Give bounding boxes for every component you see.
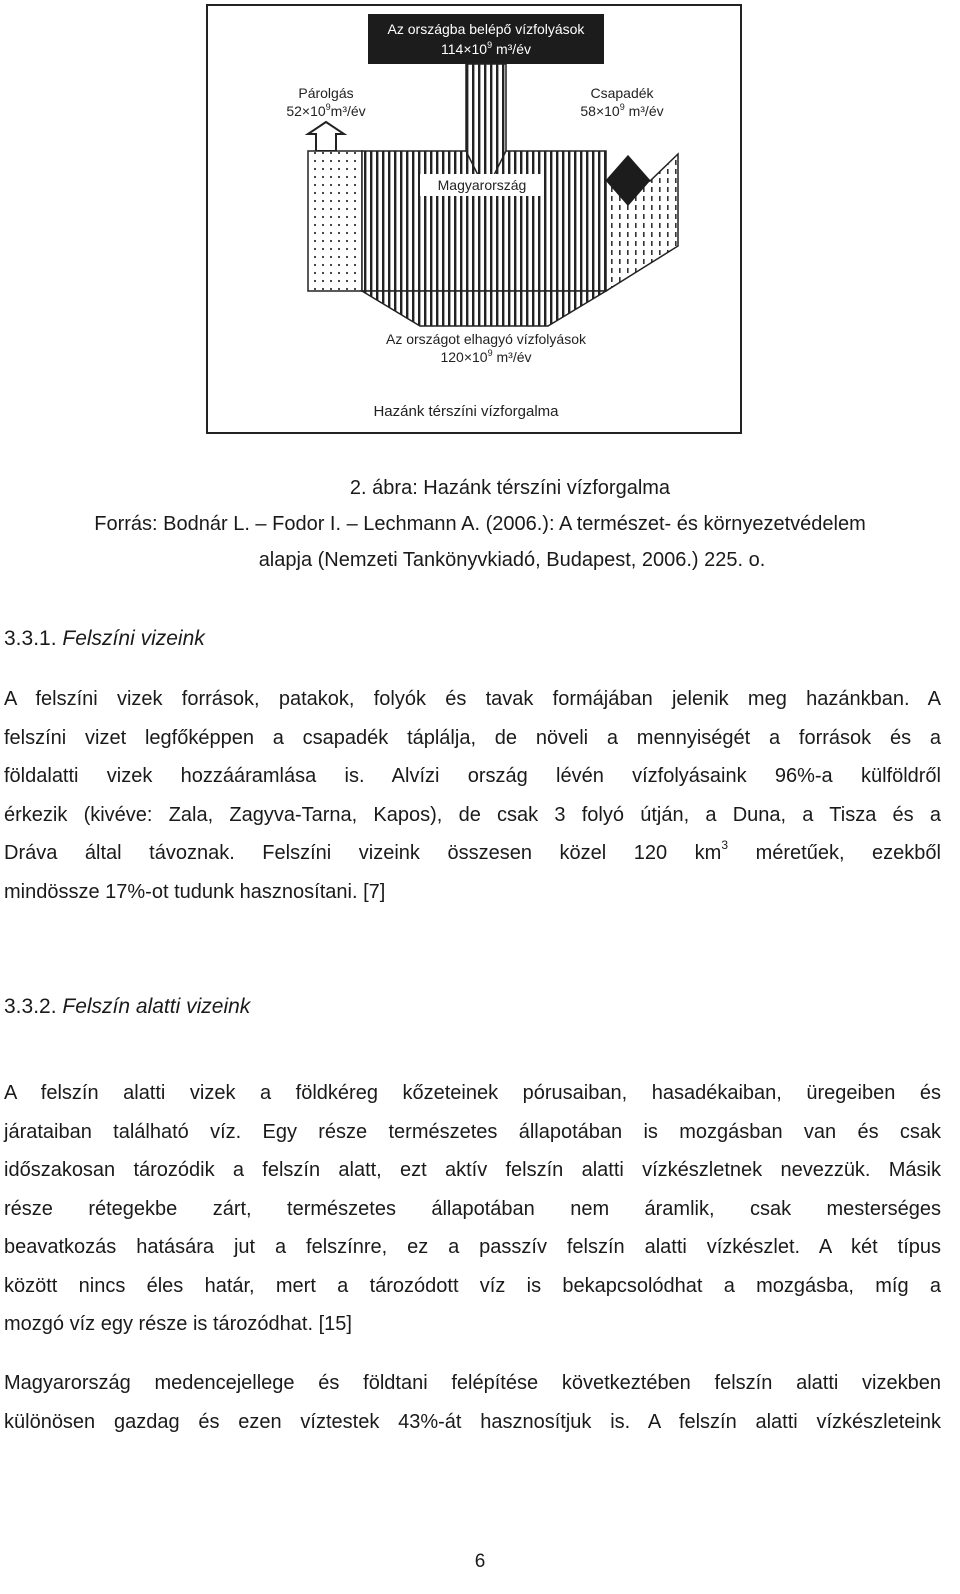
section-title: Felszín alatti vizeink [56,995,251,1018]
paragraph-groundwater [4,1074,941,1344]
paragraph-line: mindössze 17%-ot tudunk hasznosítani. [7] [4,880,386,903]
inflow-label: Az országba belépő vízfolyások [387,21,585,37]
paragraph-line: felszíni vizet legfőképpen a csapadék táplálja, de növeli a mennyiségét a források és a [4,726,941,749]
evaporation-value: $52\times 10^9m^3/év$ [286,102,366,119]
paragraph-line: A felszín alatti vizek a földkéreg kőzeteinek pórusaiban, hasadékaiban, üregeiben és [4,1082,941,1104]
inflow-value: $114\times 10^9$ m³/év [441,40,531,57]
water-balance-figure [206,4,742,434]
water-balance-diagram [208,6,740,432]
outflow-arrow [362,291,606,326]
evaporation-label: Párolgás [298,85,354,101]
paragraph-line: Magyarország medencejellege és földtani felépítése következtében felszín alatti vizekben [4,1372,941,1394]
precipitation-label: Csapadék [590,85,654,101]
evaporation-arrow [308,122,344,151]
caption-source-line1: Forrás: Bodnár L. – Fodor I. – Lechmann A. (2006.): A természet- és környezetvédelem [94,513,866,535]
paragraph-line: mozgó víz egy része is tározódhat. [15] [4,1313,352,1335]
figure-caption [0,470,960,578]
paragraph-line: időszakosan tározódik a felszín alatt, ezt aktív felszín alatti vízkészletnek nevezzük. Másik [4,1159,941,1181]
section-heading-332 [4,995,250,1019]
figure-title: Hazánk térszíni vízforgalma [373,403,559,420]
paragraph-line: földalatti vizek hozzááramlása is. Alvízi ország lévén vízfolyásaink 96%-a külföldről [4,765,941,787]
country-label: Magyarország [437,177,527,193]
section-number: 3.3.1. [4,627,57,650]
page-number: 6 [474,1551,486,1572]
paragraph-line: különösen gazdag és ezen víztestek 43%-át hasznosítjuk is. A felszín alatti vízkészleteink [4,1410,941,1433]
outflow-value: $120\times 10^9$ m³/év [440,348,532,365]
paragraph-line: érkezik (kivéve: Zala, Zagyva-Tarna, Kapos), de csak 3 folyó útján, a Duna, a Tisza és a [4,803,941,826]
section-title: Felszíni vizeink [56,627,205,650]
paragraph-basin [4,1364,941,1441]
caption-source-line2: alapja (Nemzeti Tankönyvkiadó, Budapest, 2006.) 225. o. [258,549,766,571]
paragraph-surface-waters [4,680,941,911]
precipitation-value: $58\times 10^9$ m³/év [580,102,664,119]
paragraph-line: járataiban található víz. Egy része természetes állapotában is mozgásban van és csak [4,1120,941,1143]
evaporation-column [308,151,362,291]
outflow-label: Az országot elhagyó vízfolyások [386,331,586,347]
paragraph-line: A felszíni vizek források, patakok, folyók és tavak formájában jelenik meg hazánkban. A [4,688,941,710]
paragraph-line: között nincs éles határ, mert a tározódott víz is bekapcsolódhat a mozgásba, míg a [4,1274,941,1297]
paragraph-line: Dráva által távoznak. Felszíni vizeink összesen közel 120 $km^3$ méretűek, ezekből [4,838,941,864]
caption-title: 2. ábra: Hazánk térszíni vízforgalma [349,477,671,499]
section-number: 3.3.2. [4,995,57,1018]
section-heading-331 [4,627,205,651]
paragraph-line: része rétegekbe zárt, természetes állapotában nem áramlik, csak mesterséges [4,1197,941,1220]
paragraph-line: beavatkozás hatására jut a felszínre, ez a passzív felszín alatti vízkészlet. A két típus [4,1236,941,1258]
